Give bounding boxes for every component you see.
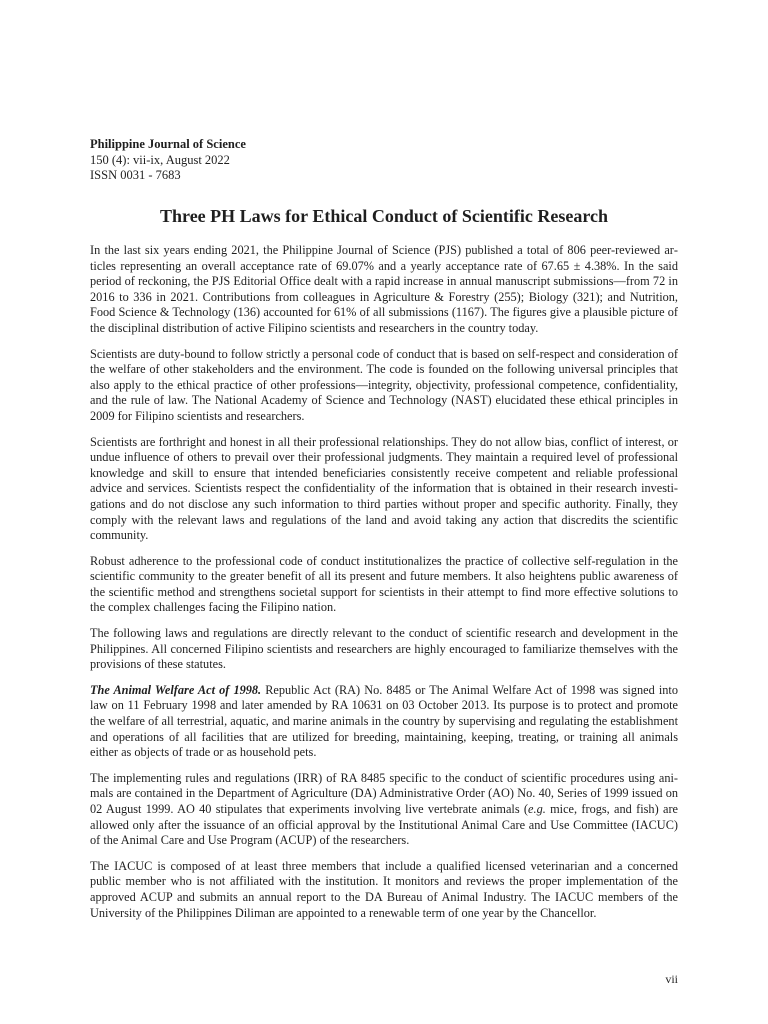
- paragraph-7-text-a: The implementing rules and regulations (IRR) of RA 8485 specific to the conduct of scientific procedures using animals are contained in the Department of Agriculture (DA) Administrative Order (AO) No. 40, Series of 1999 issued on 02 August 1999. AO 40 stipulates that experiments involving live vertebrate animals (: [90, 770, 678, 816]
- page-number: vii: [665, 972, 678, 986]
- article-title: Three PH Laws for Ethical Conduct of Scientific Research: [160, 206, 608, 226]
- journal-masthead: [90, 137, 246, 184]
- paragraph-2: Scientists are duty-bound to follow strictly a personal code of conduct that is based on self-respect and consideration of the welfare of other stakeholders and the environment. The code is founded on the following universal principles that also apply to the ethical practice of other professions—integrity, objectivity, professional competence, confidentiality, and the rule of law. The National Academy of Science and Technology (NAST) elucidated these ethical principles in 2009 for Filipino scientists and researchers.: [90, 346, 678, 423]
- paragraph-4: Robust adherence to the professional code of conduct institutionalizes the practice of collective self-regulation in the scientific community to the greater benefit of all its present and future members. It also heightens public awareness of the scientific method and strengthens societal support for scientists in their attempt to find more effective solutions to the complex challenges facing the Filipino nation.: [90, 553, 678, 615]
- paragraph-6: [90, 683, 678, 761]
- paragraph-7-eg: e.g.: [528, 802, 546, 816]
- paragraph-7-text-b: mice, frogs, and fish) are allowed only after the issuance of an official approval by the Institutional Animal Care and Use Committee (IACUC) of the Animal Care and Use Program (ACUP) of the researchers.: [90, 802, 678, 848]
- paragraph-6-text: Republic Act (RA) No. 8485 or The Animal Welfare Act of 1998 was signed into law on 11 February 1998 and later amended by RA 10631 on 03 October 2013. Its purpose is to protect and promote the welfare of all terrestrial, aquatic, and marine animals in the country by supervising and regulating the establishment and operations of all facilities that are utilized for breeding, maintaining, keeping, treating, or training all animals either as objects of trade or as household pets.: [90, 682, 678, 760]
- animal-welfare-act-heading: The Animal Welfare Act of 1998.: [90, 682, 262, 697]
- paragraph-5: The following laws and regulations are directly relevant to the conduct of scientific research and development in the Philippines. All concerned Filipino scientists and researchers are highly encouraged to familiarize themselves with the provisions of these statutes.: [90, 626, 678, 672]
- article-body: [90, 243, 678, 931]
- paragraph-7: [90, 771, 678, 849]
- paragraph-3: Scientists are forthright and honest in all their professional relationships. They do not allow bias, conflict of interest, or undue influence of others to prevail over their professional judgments. They maintain a required level of professional knowledge and skill to ensure that intended beneficiaries consistently receive competent and reliable professional advice and services. Scientists respect the confidentiality of the information that is obtained in their research investigations and do not disclose any such information to third parties without proper and specific authority. Finally, they comply with the relevant laws and regulations of the land and avoid taking any action that discredits the scientific community.: [90, 434, 678, 543]
- journal-issue: 150 (4): vii-ix, August 2022: [90, 152, 230, 167]
- journal-issn: ISSN 0031 - 7683: [90, 168, 181, 182]
- journal-name: Philippine Journal of Science: [90, 137, 246, 151]
- paragraph-8: The IACUC is composed of at least three members that include a qualified licensed veterinarian and a concerned public member who is not affiliated with the institution. It monitors and reviews the proper implementation of the approved ACUP and submits an annual report to the DA Bureau of Animal Industry. The IACUC members of the University of the Philippines Diliman are appointed to a renewable term of one year by the Chancellor.: [90, 858, 678, 920]
- paragraph-1: In the last six years ending 2021, the Philippine Journal of Science (PJS) published a total of 806 peer-reviewed articles representing an overall acceptance rate of 69.07% and a yearly acceptance rate of 67.65 ± 4.38%. In the said period of reckoning, the PJS Editorial Office dealt with a rapid increase in annual manuscript submissions—from 72 in 2016 to 336 in 2021. Contributions from colleagues in Agriculture & Forestry (255); Biology (321); and Nutrition, Food Science & Technology (136) accounted for 61% of all submissions (1167). The figures give a plausible picture of the disciplinal distribution of active Filipino scientists and researchers in the country today.: [90, 243, 678, 335]
